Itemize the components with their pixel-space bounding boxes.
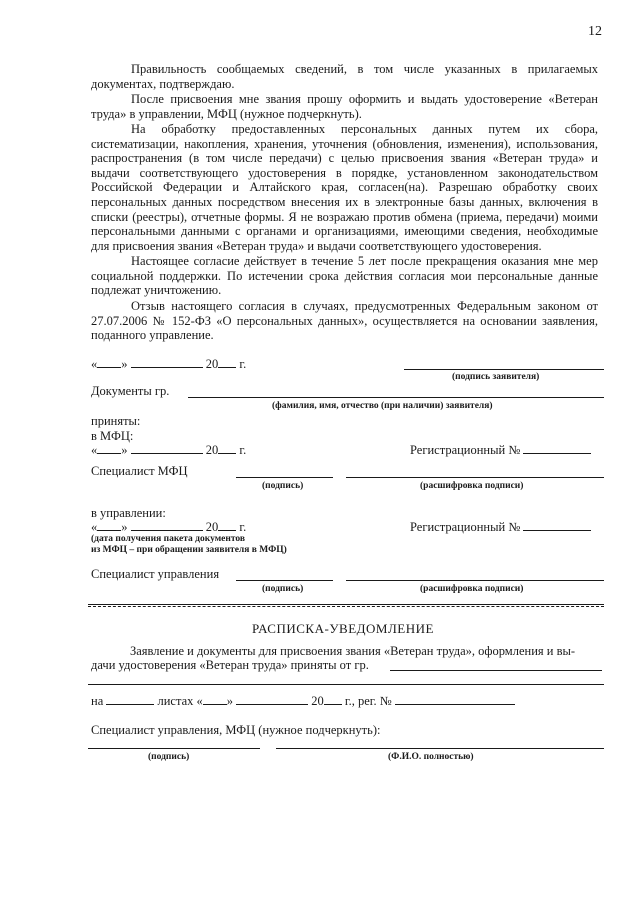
receipt-sheets-field[interactable]: на листах « » 20 г., рег. № <box>91 694 515 709</box>
cut-line-1 <box>88 604 604 605</box>
paragraph-consent-withdrawal: Отзыв настоящего согласия в случаях, предусмотренных Федеральным законом от 27.07.2006 № 152-ФЗ «О персональных данных», осуществляется на основании заявления, поданного управление. <box>91 299 598 343</box>
applicant-signature-caption: (подпись заявителя) <box>452 372 540 382</box>
receipt-signature-line[interactable] <box>88 748 260 749</box>
department-label: в управлении: <box>91 506 166 520</box>
receipt-text-line-2: дачи удостоверения «Ветеран труда» приняты от гр. <box>91 658 369 672</box>
department-reg-number-field[interactable]: Регистрационный № <box>410 520 591 535</box>
mfc-date-field[interactable]: « » 20 г. <box>91 443 247 457</box>
department-specialist-decode-line[interactable] <box>346 580 604 581</box>
paragraph-certificate-request: После присвоения мне звания прошу оформить и выдать удостоверение «Ветеран труда» в управлении, МФЦ (нужное подчеркнуть). <box>91 92 598 121</box>
department-specialist-signature-line[interactable] <box>236 580 333 581</box>
receipt-signature-caption: (подпись) <box>148 752 190 762</box>
page-number: 12 <box>588 24 602 39</box>
accepted-label: приняты: <box>91 414 141 428</box>
applicant-fio-line[interactable] <box>188 397 604 398</box>
mfc-reg-number-field[interactable]: Регистрационный № <box>410 443 591 458</box>
receipt-title: РАСПИСКА-УВЕДОМЛЕНИЕ <box>252 621 434 636</box>
department-date-field[interactable]: « » 20 г. <box>91 520 247 534</box>
package-date-note <box>91 534 287 556</box>
mfc-decode-caption: (расшифровка подписи) <box>420 481 524 491</box>
receipt-fio-caption: (Ф.И.О. полностью) <box>388 752 474 762</box>
applicant-signature-line[interactable] <box>404 369 604 370</box>
documents-label: Документы гр. <box>91 384 170 398</box>
receipt-citizen-continuation-line[interactable] <box>88 684 604 685</box>
mfc-label: в МФЦ: <box>91 429 134 443</box>
receipt-citizen-line[interactable] <box>390 670 602 671</box>
receipt-text-line-1: Заявление и документы для присвоения звания «Ветеран труда», оформления и вы- <box>130 644 576 658</box>
applicant-date-field[interactable]: « » 20 г. <box>91 357 247 371</box>
paragraph-consent-duration: Настоящее согласие действует в течение 5 лет после прекращения оказания мне мер социальной поддержки. По истечении срока действия согласия мои персональные данные подлежат уничтожению. <box>91 254 598 298</box>
department-decode-caption: (расшифровка подписи) <box>420 584 524 594</box>
package-note-line-1: (дата получения пакета документов <box>91 534 246 544</box>
department-specialist-label: Специалист управления <box>91 567 220 581</box>
mfc-specialist-signature-line[interactable] <box>236 477 333 478</box>
department-signature-caption: (подпись) <box>262 584 304 594</box>
paragraph-personal-data-consent: На обработку предоставленных персональных данных путем их сбора, систематизации, накопления, хранения, уточнения (обновления, изменения), использования, распространения (в том числе передачи) с целью присвоения звания «Ветеран труда» и выдачи соответствующего удостоверения в порядке, установленном законодательством Российской Федерации и Алтайского края, согласен(на). Разрешаю обработку своих персональных данных посредством внесения их в электронные базы данных, включения в списки (реестры), отчетные формы. Я не возражаю против обмена (приема, передачи) моими персональными данными с органами и организациями, имеющими сведения, необходимые для присвоения звания «Ветеран труда» и выдачи соответствующего удостоверения. <box>91 122 598 253</box>
mfc-signature-caption: (подпись) <box>262 481 304 491</box>
applicant-fio-caption: (фамилия, имя, отчество (при наличии) заявителя) <box>272 401 493 411</box>
package-note-line-2: из МФЦ – при обращении заявителя в МФЦ) <box>91 545 287 555</box>
mfc-specialist-label: Специалист МФЦ <box>91 464 188 478</box>
receipt-fio-line[interactable] <box>276 748 604 749</box>
paragraph-confirmation: Правильность сообщаемых сведений, в том числе указанных в прилагаемых документах, подтверждаю. <box>91 62 598 91</box>
cut-line-2 <box>88 606 604 607</box>
receipt-specialist-label: Специалист управления, МФЦ (нужное подчеркнуть): <box>91 723 381 737</box>
mfc-specialist-decode-line[interactable] <box>346 477 604 478</box>
